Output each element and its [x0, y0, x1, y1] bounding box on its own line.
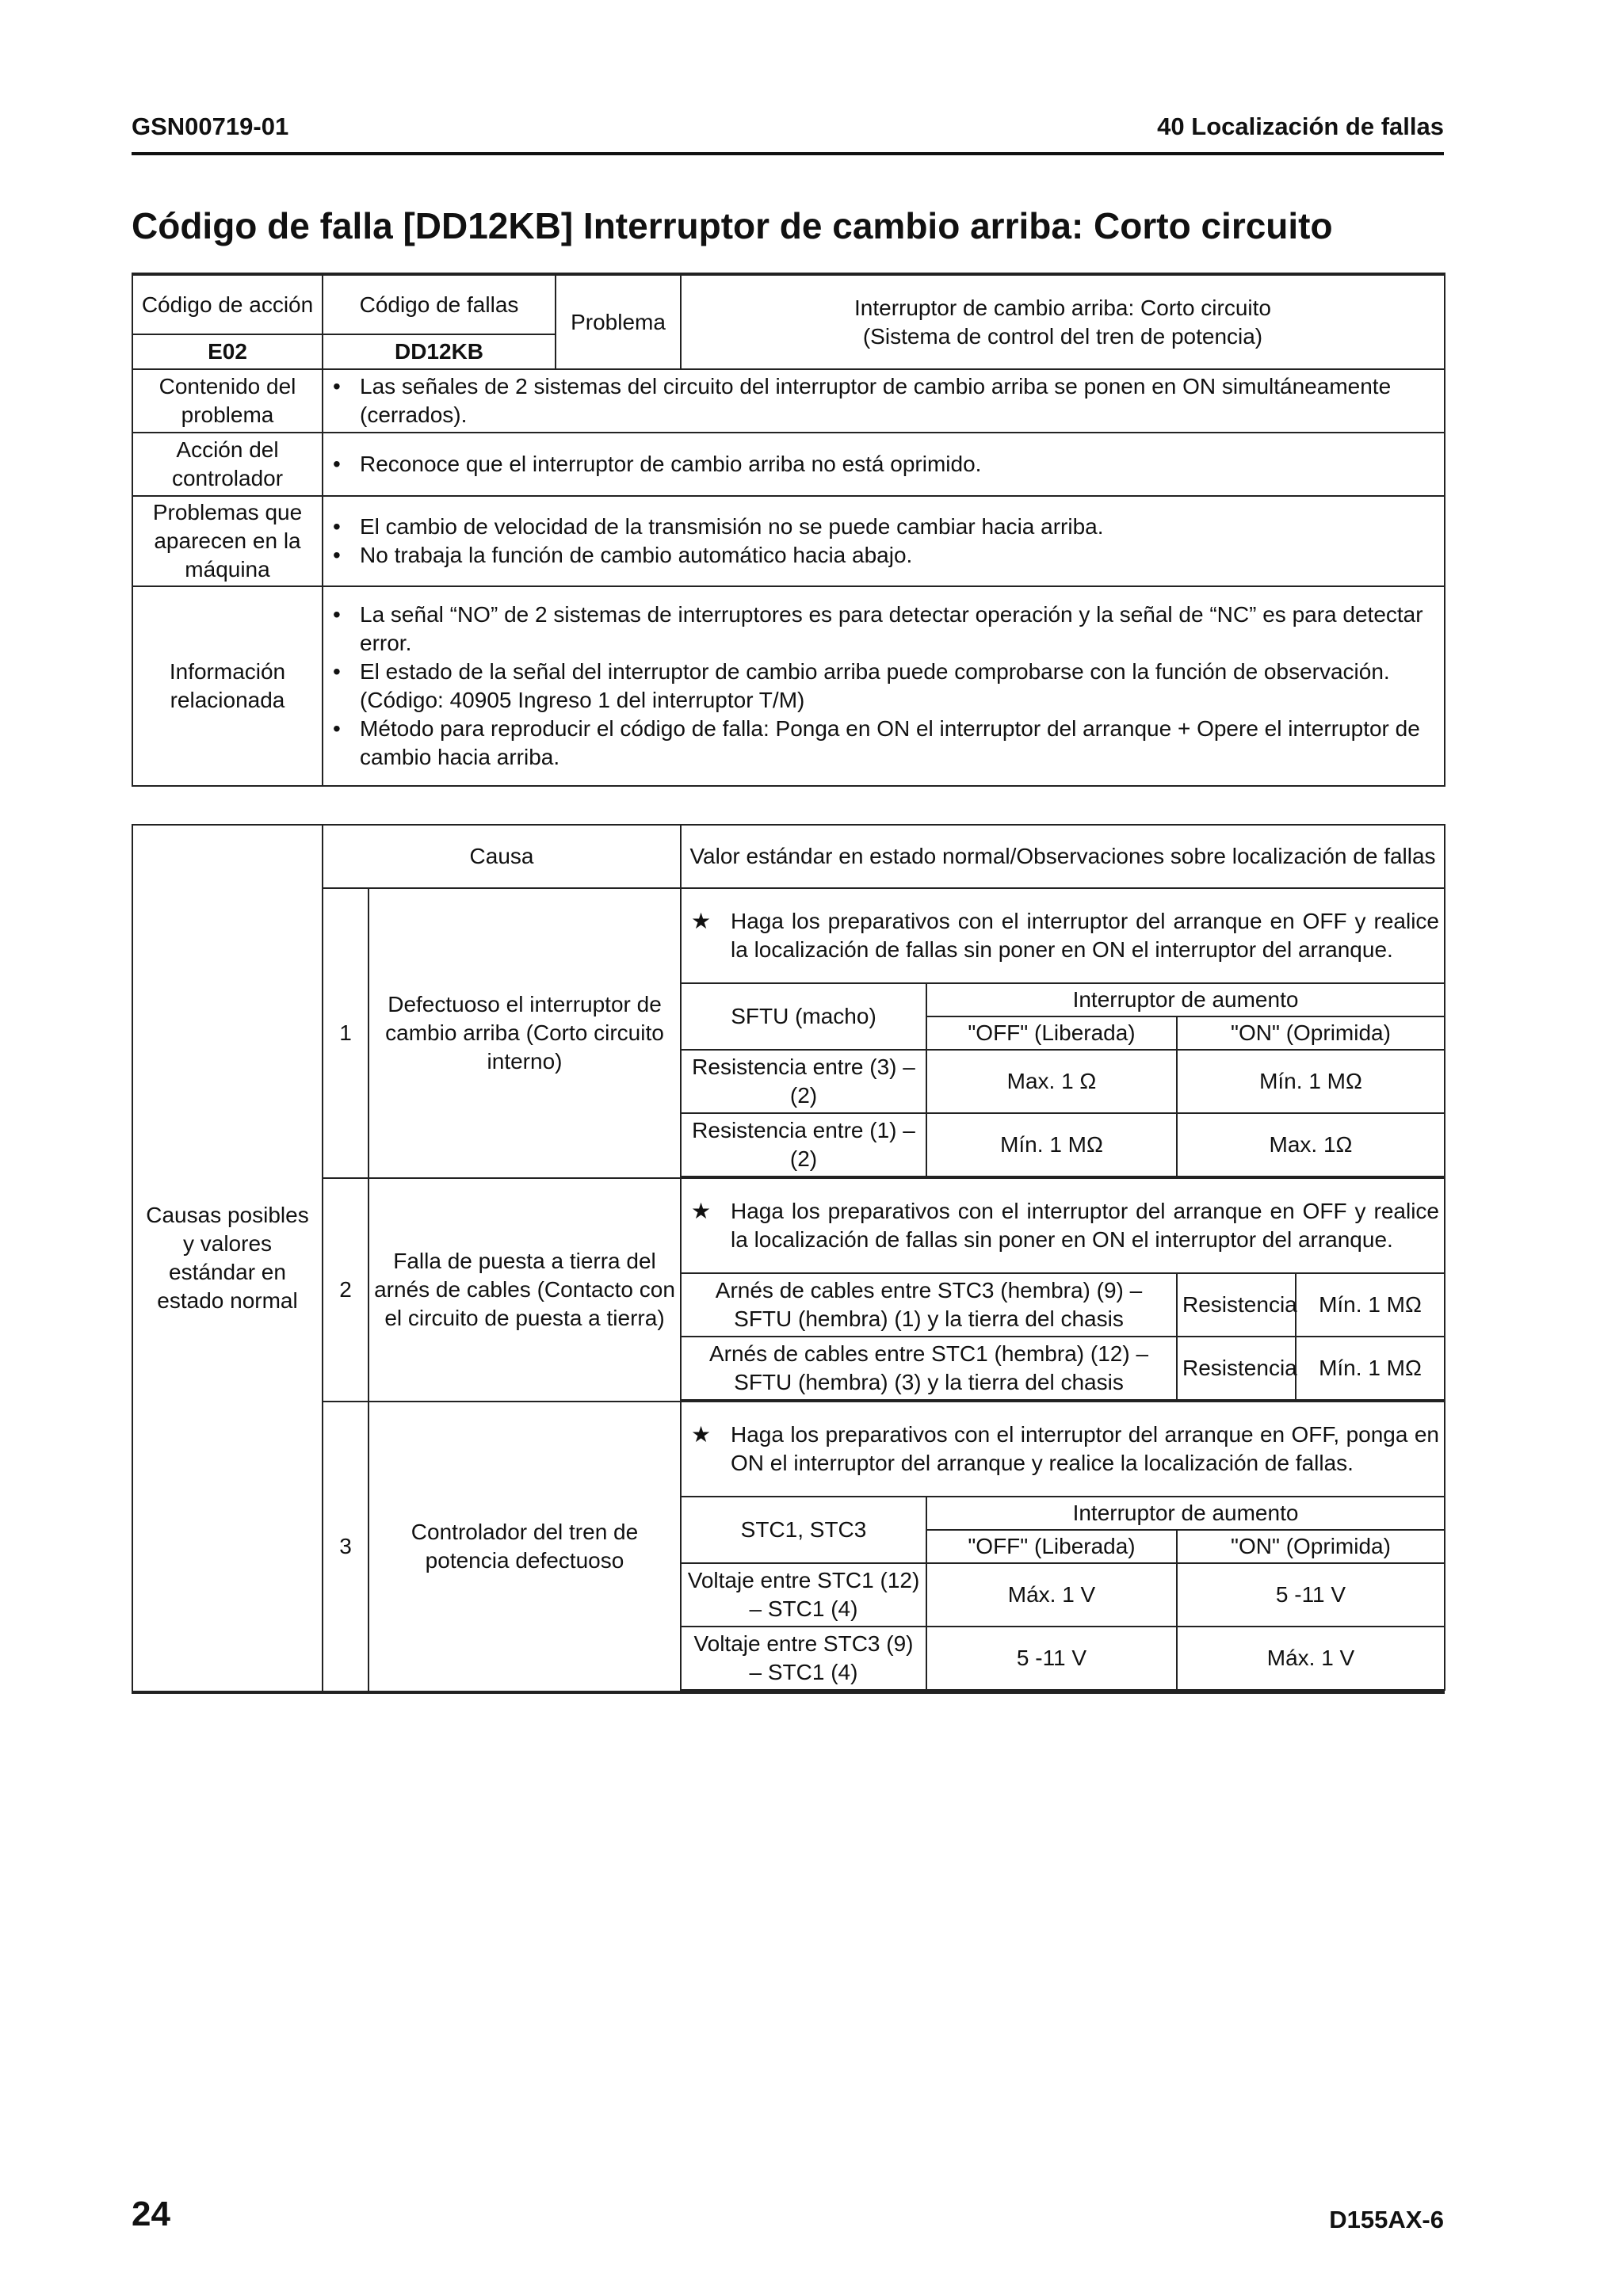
measure-label: Resistencia entre (3) – (2) — [681, 1050, 926, 1113]
list-item: • El estado de la señal del interruptor de cambio arriba puede comprobarse con la función de observación. (Código: 40905 Ingreso 1 del interruptor T/M) — [333, 659, 1390, 712]
state-on-header-3: "ON" (Oprimida) — [1177, 1530, 1445, 1563]
action-code-value: E02 — [132, 334, 323, 369]
cause-note-3: ★ Haga los preparativos con el interruptor del arranque en OFF, ponga en ON el interruptor del arranque y realice la localización de fallas. — [681, 1402, 1445, 1497]
cause-description-3: Controlador del tren de potencia defectuoso — [369, 1402, 681, 1692]
measure-value-off: Máx. 1 V — [926, 1563, 1177, 1627]
measure-label: Voltaje entre STC3 (9) – STC1 (4) — [681, 1627, 926, 1690]
fault-code-label: Código de fallas — [323, 274, 556, 334]
row-label-related-info: Información relacionada — [132, 586, 323, 786]
harness-label: Arnés de cables entre STC1 (hembra) (12) – SFTU (hembra) (3) y la tierra del chasis — [681, 1337, 1177, 1400]
star-icon: ★ — [691, 1199, 712, 1223]
section-title: 40 Localización de fallas — [1157, 113, 1444, 140]
row-content-controller-action — [323, 433, 1445, 496]
causes-label: Causas posibles y valores estándar en estado normal — [132, 825, 323, 1692]
standard-value-header: Valor estándar en estado normal/Observaciones sobre localización de fallas — [681, 825, 1445, 888]
problem-label: Problema — [556, 274, 681, 369]
measure-type: Resistencia — [1177, 1273, 1296, 1337]
row-content-machine-problems — [323, 496, 1445, 586]
measure-value-on: 5 -11 V — [1177, 1563, 1445, 1627]
cause-note-1: ★ Haga los preparativos con el interruptor del arranque en OFF y realice la localización de fallas sin poner en ON el interruptor del arranque. — [681, 888, 1445, 983]
cause-number-2: 2 — [323, 1178, 369, 1402]
list-item: • Las señales de 2 sistemas del circuito del interruptor de cambio arriba se ponen en ON simultáneamente (cerrados). — [333, 374, 1392, 427]
state-off-header-1: "OFF" (Liberada) — [926, 1016, 1177, 1050]
row-label-problem-content: Contenido del problema — [132, 369, 323, 433]
measure-value-off: Mín. 1 MΩ — [926, 1113, 1177, 1177]
list-item: • El cambio de velocidad de la transmisión no se puede cambiar hacia arriba. — [333, 514, 1104, 539]
cause-description-2: Falla de puesta a tierra del arnés de cables (Contacto con el circuito de puesta a tierra) — [369, 1178, 681, 1402]
fault-code-value: DD12KB — [323, 334, 556, 369]
list-item: • La señal “NO” de 2 sistemas de interruptores es para detectar operación y la señal de “NC” es para detectar error. — [333, 602, 1423, 655]
page-number: 24 — [132, 2195, 170, 2233]
document-code: GSN00719-01 — [132, 113, 289, 140]
fault-info-table — [132, 273, 1445, 787]
model-code: D155AX-6 — [1329, 2206, 1444, 2233]
state-on-header-1: "ON" (Oprimida) — [1177, 1016, 1445, 1050]
page-title: Código de falla [DD12KB] Interruptor de cambio arriba: Corto circuito — [132, 205, 1333, 246]
measure-value: Mín. 1 MΩ — [1296, 1273, 1445, 1337]
measure-value-off: Max. 1 Ω — [926, 1050, 1177, 1113]
connector-label-1: SFTU (macho) — [681, 983, 926, 1050]
cause-note-2: ★ Haga los preparativos con el interruptor del arranque en OFF y realice la localización de fallas sin poner en ON el interruptor del arranque. — [681, 1178, 1445, 1273]
measure-value: Mín. 1 MΩ — [1296, 1337, 1445, 1400]
star-icon: ★ — [691, 1422, 712, 1447]
related-info-code: (Código: 40905 Ingreso 1 del interruptor T/M) — [360, 688, 805, 712]
switch-group-header-3: Interruptor de aumento — [926, 1497, 1445, 1530]
cause-number-3: 3 — [323, 1402, 369, 1692]
list-item: • No trabaja la función de cambio automático hacia abajo. — [333, 543, 913, 567]
connector-label-3: STC1, STC3 — [681, 1497, 926, 1563]
switch-group-header-1: Interruptor de aumento — [926, 983, 1445, 1016]
cause-header: Causa — [323, 825, 681, 888]
measure-value-off: 5 -11 V — [926, 1627, 1177, 1690]
row-content-related-info — [323, 586, 1445, 786]
measure-value-on: Máx. 1 V — [1177, 1627, 1445, 1690]
problem-description — [681, 274, 1445, 369]
header-rule — [132, 152, 1444, 155]
problem-text-line-2: (Sistema de control del tren de potencia) — [862, 323, 1263, 349]
cause-table — [132, 824, 1445, 1694]
cause-description-1: Defectuoso el interruptor de cambio arriba (Corto circuito interno) — [369, 888, 681, 1178]
list-item: • Reconoce que el interruptor de cambio arriba no está oprimido. — [333, 452, 982, 476]
row-label-controller-action: Acción del controlador — [132, 433, 323, 496]
harness-label: Arnés de cables entre STC3 (hembra) (9) – SFTU (hembra) (1) y la tierra del chasis — [681, 1273, 1177, 1337]
measure-label: Voltaje entre STC1 (12) – STC1 (4) — [681, 1563, 926, 1627]
measure-value-on: Max. 1Ω — [1177, 1113, 1445, 1177]
measure-label: Resistencia entre (1) – (2) — [681, 1113, 926, 1177]
star-icon: ★ — [691, 909, 712, 933]
row-label-machine-problems: Problemas que aparecen en la máquina — [132, 496, 323, 586]
problem-text-line-1: Interruptor de cambio arriba: Corto circuito — [854, 295, 1271, 320]
cause-number-1: 1 — [323, 888, 369, 1178]
action-code-label: Código de acción — [132, 274, 323, 334]
row-content-problem-content — [323, 369, 1445, 433]
measure-value-on: Mín. 1 MΩ — [1177, 1050, 1445, 1113]
list-item: • Método para reproducir el código de falla: Ponga en ON el interruptor del arranque + Opere el interruptor de cambio hacia arriba. — [333, 716, 1420, 769]
state-off-header-3: "OFF" (Liberada) — [926, 1530, 1177, 1563]
measure-type: Resistencia — [1177, 1337, 1296, 1400]
